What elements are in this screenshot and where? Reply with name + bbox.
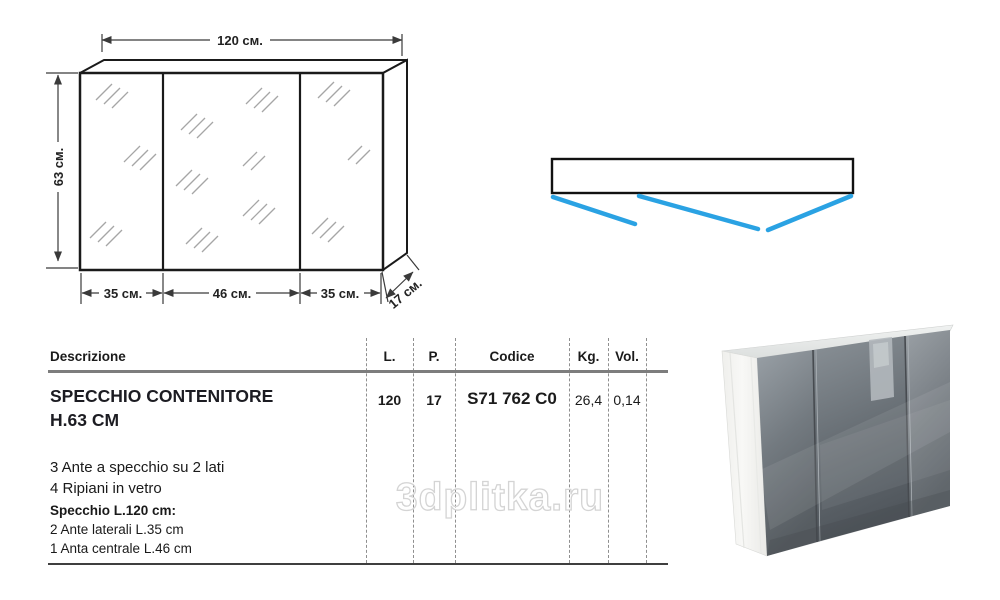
cabinet-top-view <box>552 159 853 193</box>
header-kg: Kg. <box>577 349 600 364</box>
value-kg: 26,4 <box>574 392 603 408</box>
cabinet-top-face <box>80 60 407 73</box>
value-p: 17 <box>426 392 442 408</box>
left-door-swing-line <box>553 197 635 224</box>
center-door-swing-line <box>639 196 758 229</box>
spec-line: 2 Ante laterali L.35 cm <box>50 522 184 537</box>
right-door-swing-line <box>768 196 851 230</box>
spec-table <box>48 338 668 565</box>
value-codice: S71 762 C0 <box>467 389 557 408</box>
value-vol: 0,14 <box>613 392 641 408</box>
right-door-dimension-label: 35 см. <box>320 286 360 301</box>
left-door-dimension-label: 35 см. <box>103 286 143 301</box>
product-title-line2: H.63 CM <box>50 410 120 430</box>
product-title <box>50 384 273 432</box>
cabinet-right-face <box>383 60 407 270</box>
spec-heading: Specchio L.120 cm: <box>50 503 177 518</box>
product-photo <box>722 325 953 556</box>
header-l: L. <box>383 349 396 364</box>
table-header-row <box>48 338 668 373</box>
depth-dimension-label: 17 см. <box>385 275 425 312</box>
width-dimension-label: 120 см. <box>217 33 263 48</box>
door-swing-lines <box>553 196 851 230</box>
header-codice: Codice <box>489 349 535 364</box>
product-title-line1: SPECCHIO CONTENITORE <box>50 386 274 406</box>
description-line: 4 Ripiani in vetro <box>50 480 162 497</box>
door-swing-plan <box>552 159 853 230</box>
value-l: 120 <box>377 392 402 408</box>
header-p: P. <box>428 349 440 364</box>
watermark: 3dplitka.ru <box>395 476 605 519</box>
spec-line: 1 Anta centrale L.46 cm <box>50 541 192 556</box>
header-descrizione: Descrizione <box>50 349 126 364</box>
cabinet-front-drawing <box>46 32 425 312</box>
header-vol: Vol. <box>615 349 639 364</box>
description-line: 3 Ante a specchio su 2 lati <box>50 459 225 476</box>
height-dimension-label: 63 см. <box>51 147 66 187</box>
center-door-dimension-label: 46 см. <box>212 286 252 301</box>
